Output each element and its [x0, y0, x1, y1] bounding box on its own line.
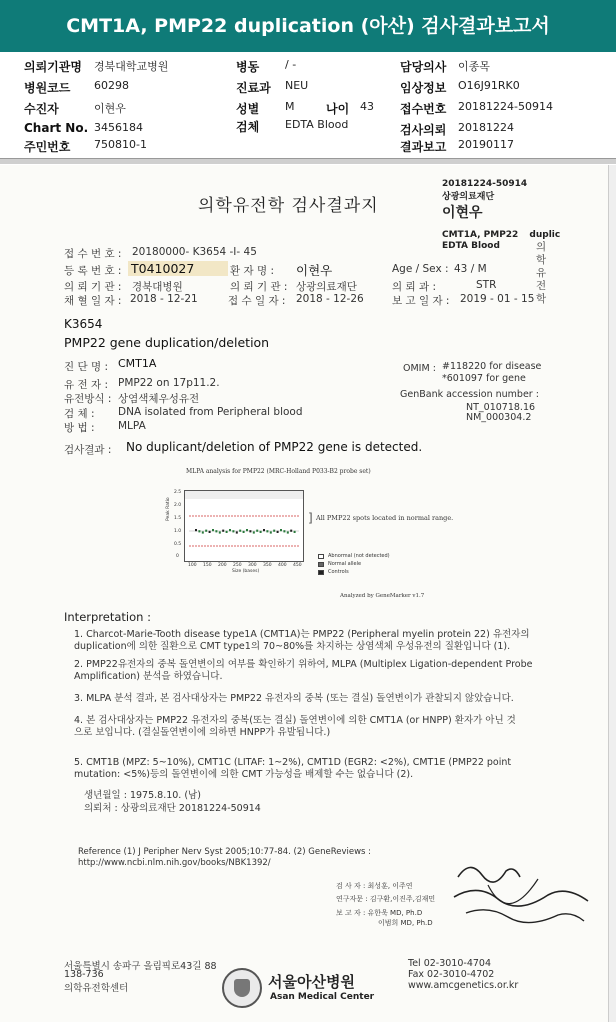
header-label: 검사의뢰 [400, 123, 447, 137]
address-center: 의학유전학센터 [64, 983, 129, 994]
side-char: 전 [536, 280, 547, 292]
hospital-logo [222, 968, 262, 1008]
header-value: M [285, 100, 295, 113]
probe-point [239, 530, 241, 532]
chart-header-band [185, 491, 303, 499]
probe-point [283, 530, 285, 532]
header-value: 이현우 [94, 102, 126, 115]
chart-credit: Analyzed by GeneMarker v1.7 [340, 593, 425, 599]
address-postcode: 138-736 [64, 969, 104, 980]
gene-locus: PMP22 on 17p11.2. [118, 377, 220, 389]
side-char: 학 [536, 254, 547, 266]
omim-disease: #118220 for disease [442, 361, 542, 372]
tel: Tel 02-3010-4704 [408, 958, 491, 969]
y-axis-label: Peak Ratio [166, 497, 171, 521]
field-label: 보 고 일 자 : [392, 295, 450, 307]
probe-point [294, 531, 296, 533]
header-value: 20190117 [458, 138, 514, 151]
probe-point [290, 530, 292, 532]
omim-label: OMIM : [403, 363, 436, 374]
report-date: 2019 - 01 - 15 [460, 293, 535, 305]
signatures [448, 855, 598, 935]
signature-stroke [488, 879, 538, 904]
field-label: 접 수 일 자 : [228, 295, 286, 307]
sticker-specimen: EDTA Blood [442, 241, 500, 251]
header-value: / - [285, 58, 297, 71]
probe-point [232, 530, 234, 532]
logo-emblem [234, 979, 250, 997]
legend-swatch [318, 562, 324, 567]
header-value: EDTA Blood [285, 118, 349, 131]
mlpa-chart [184, 490, 304, 562]
legend-swatch [318, 570, 324, 575]
field-label: 진 단 명 : [64, 361, 108, 373]
hospital-name-ko: 서울아산병원 [268, 973, 355, 991]
chart-note: All PMP22 spots located in normal range. [316, 514, 454, 522]
report-title: CMT1A, PMP22 duplication (아산) 검사결과보고서 [0, 0, 616, 52]
probe-point [287, 531, 289, 533]
field-label: 검사결과 : [64, 444, 112, 456]
x-tick: 150 [203, 563, 212, 568]
field-label: 방 법 : [64, 422, 95, 434]
header-value: 3456184 [94, 121, 143, 134]
interpretation-item: 5. CMT1B (MPZ: 5~10%), CMT1C (LITAF: 1~2%), CMT1D (EGR2: <2%), CMT1E (PMP22 point mutation: <5%)등의 돌연변이에 의한 CMT 가능성을 배제할 수는 없습니다 (2). [74, 757, 512, 780]
y-tick: 1.5 [174, 516, 182, 521]
patient-name: 이현우 [296, 263, 333, 278]
x-tick: 200 [218, 563, 227, 568]
diagnosis: CMT1A [118, 357, 157, 370]
sticker-name: 이현우 [442, 205, 483, 221]
test-code: K3654 [64, 317, 103, 331]
sticker-test-cut: duplic [529, 230, 561, 240]
signature-stroke [458, 867, 520, 882]
institution: 경북대병원 [132, 281, 183, 293]
probe-point [226, 531, 228, 533]
header-label: 수진자 [24, 102, 59, 116]
interpretation-item: 3. MLPA 분석 결과, 본 검사대상자는 PMP22 유전자의 중복 (또는 결실) 돌연변이가 관찰되지 않았습니다. [74, 693, 514, 704]
age-sex: 43 / M [454, 263, 487, 275]
header-label: Chart No. [24, 121, 89, 135]
header-label: 접수번호 [400, 102, 447, 116]
probe-point [277, 531, 279, 533]
probe-point [246, 529, 248, 531]
sticker-number: 20181224-50914 [442, 179, 528, 189]
field-label: 의 뢰 기 관 : [64, 281, 122, 293]
probe-point [243, 531, 245, 533]
signature-stroke [466, 910, 584, 923]
y-tick: 1.0 [174, 529, 182, 534]
receipt-number: 20180000- K3654 -I- 45 [132, 246, 257, 258]
header-value: 이종목 [458, 60, 490, 73]
age-value: 43 [360, 100, 374, 113]
department: STR [476, 279, 497, 291]
header-divider [0, 158, 616, 164]
field-label: Age / Sex : [392, 263, 449, 275]
side-text [536, 241, 550, 306]
sticker-institution: 상광의료재단 [442, 192, 495, 202]
x-tick: 400 [278, 563, 287, 568]
mlpa-points [195, 529, 296, 534]
sticker-test: CMT1A, PMP22 [442, 230, 519, 240]
side-char: 학 [536, 293, 547, 305]
tester: 검 사 자 : 최성훈, 이주연 [336, 882, 413, 890]
age-label: 나이 [326, 102, 350, 116]
inheritance: 상염색체우성유전 [118, 393, 200, 405]
probe-point [222, 530, 224, 532]
chart-bracket: ] [308, 511, 313, 525]
header-label: 성별 [236, 102, 260, 116]
field-label: 접 수 번 호 : [64, 248, 122, 260]
reference: Reference (1) J Peripher Nerv Syst 2005;10:77-84. (2) GeneReviews : http://www.ncbi.nlm.nih.gov/books/NBK1392/ [78, 847, 372, 868]
advisor: 연구자문 : 김구환,이진주,김재민 [336, 895, 436, 903]
collect-date: 2018 - 12-21 [130, 293, 198, 305]
birth-date: 생년월일 : 1975.8.10. (남) [84, 790, 201, 801]
x-tick: 450 [293, 563, 302, 568]
method: MLPA [118, 420, 146, 432]
registration-number: T0410027 [128, 261, 228, 276]
address-line: 서울특별시 송파구 올림픽로43길 88 [64, 961, 217, 972]
x-tick: 300 [248, 563, 257, 568]
header-label: 담당의사 [400, 60, 447, 74]
probe-point [249, 530, 251, 532]
field-label: 등 록 번 호 : [64, 265, 122, 277]
interpretation-title: Interpretation : [64, 610, 151, 624]
omim-gene: *601097 for gene [442, 373, 526, 384]
field-label: 유 전 자 : [64, 379, 108, 391]
y-tick: 2.5 [174, 490, 182, 495]
header-label: 병원코드 [24, 81, 71, 95]
interpretation-item: 2. PMP22유전자의 중복 돌연변이의 여부를 확인하기 위하여, MLPA (Multiplex Ligation-dependent Probe Amplification) 분석을 하였습니다. [74, 659, 533, 682]
header-label: 의뢰기관명 [24, 60, 82, 74]
y-tick: 0.5 [174, 542, 182, 547]
doc-title: 의학유전학 검사결과지 [198, 196, 379, 216]
website: www.amcgenetics.or.kr [408, 980, 519, 991]
legend-label: Normal allele [328, 561, 362, 567]
mlpa-plot [185, 491, 303, 561]
probe-point [209, 531, 211, 533]
probe-point [219, 531, 221, 533]
side-char: 유 [536, 267, 547, 279]
probe-point [273, 530, 275, 532]
probe-point [212, 529, 214, 531]
header-label: 진료과 [236, 81, 271, 95]
hospital-name-en: Asan Medical Center [270, 992, 375, 1002]
legend-swatch [318, 554, 324, 559]
x-tick: 100 [188, 563, 197, 568]
x-axis-label: Size (bases) [232, 569, 260, 574]
field-label: 채 혈 일 자 : [64, 295, 122, 307]
field-label: 검 체 : [64, 408, 95, 420]
probe-point [198, 530, 200, 532]
field-label: 유전방식 : [64, 393, 112, 405]
requester: 의뢰처 : 상광의료재단 20181224-50914 [84, 803, 261, 814]
probe-point [256, 530, 258, 532]
probe-point [202, 531, 204, 533]
genbank-nt: NT_010718.16 [466, 402, 536, 413]
reporter-1: 보 고 자 : 유한욱 MD, Ph.D [336, 909, 423, 917]
y-tick: 0 [176, 554, 179, 559]
reporter-2: 이범희 MD, Ph.D [378, 919, 433, 927]
scanned-report [0, 165, 616, 1022]
side-char: 의 [536, 241, 547, 253]
result-value: No duplicant/deletion of PMP22 gene is detected. [126, 440, 423, 454]
probe-point [229, 529, 231, 531]
legend-label: Controls [328, 569, 349, 575]
header-label: 주민번호 [24, 140, 71, 154]
header-label: 임상정보 [400, 81, 447, 95]
header-value: 750810-1 [94, 138, 147, 151]
probe-point [280, 529, 282, 531]
header-value: 60298 [94, 79, 129, 92]
header-value: 20181224-50914 [458, 100, 553, 113]
y-tick: 2.0 [174, 503, 182, 508]
field-label: 의 뢰 기 관 : [230, 281, 288, 293]
legend-label: Abnormal (not detected) [328, 553, 390, 559]
request-header [0, 52, 616, 158]
referring-institution: 상광의료재단 [296, 281, 357, 293]
probe-point [263, 529, 265, 531]
specimen: DNA isolated from Peripheral blood [118, 406, 303, 418]
probe-point [215, 530, 217, 532]
header-value: 경북대학교병원 [94, 60, 169, 73]
probe-point [195, 529, 197, 531]
header-label: 결과보고 [400, 140, 447, 154]
chart-title: MLPA analysis for PMP22 (MRC-Holland P033-B2 probe set) [186, 468, 371, 475]
fax: Fax 02-3010-4702 [408, 969, 495, 980]
interpretation-item: 1. Charcot-Marie-Tooth disease type1A (CMT1A)는 PMP22 (Peripheral myelin protein 22) 유전자의 duplication에 의한 질환으로 CMT type1의 70~80%를 차지하는 상염색체 우성유전의 질환입니다 (1). [74, 629, 530, 652]
probe-point [270, 531, 272, 533]
probe-point [205, 530, 207, 532]
test-name: PMP22 gene duplication/deletion [64, 335, 270, 350]
header-value: O16J91RK0 [458, 79, 520, 92]
header-label: 검체 [236, 120, 260, 134]
y-axis [170, 490, 184, 562]
genbank-label: GenBank accession number : [400, 389, 539, 400]
probe-point [236, 531, 238, 533]
probe-point [266, 530, 268, 532]
header-label: 병동 [236, 60, 260, 74]
field-label: 의 뢰 과 : [392, 281, 436, 293]
field-label: 환 자 명 : [230, 265, 274, 277]
receive-date: 2018 - 12-26 [296, 293, 364, 305]
genbank-nm: NM_000304.2 [466, 412, 532, 423]
probe-point [253, 531, 255, 533]
scan-edge [608, 165, 616, 1022]
x-tick: 250 [233, 563, 242, 568]
header-value: NEU [285, 79, 309, 92]
header-value: 20181224 [458, 121, 514, 134]
x-tick: 350 [263, 563, 272, 568]
probe-point [260, 531, 262, 533]
interpretation-item: 4. 본 검사대상자는 PMP22 유전자의 중복(또는 결실) 돌연변이에 의한 CMT1A (or HNPP) 환자가 아닌 것으로 보입니다. (결실돌연변이에 의하면 HNPP가 유발됩니다.) [74, 715, 516, 738]
